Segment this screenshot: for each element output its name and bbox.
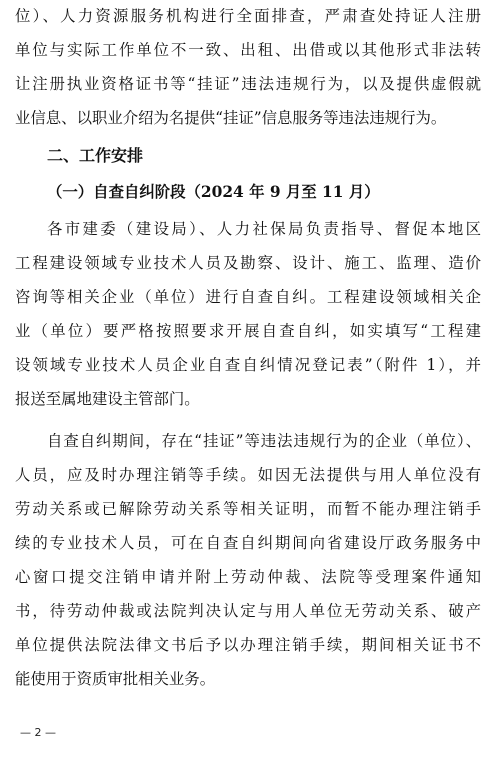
intro-line: 业信息、以职业介绍为名提供“挂证”信息服务等违法违规行为。 — [15, 109, 447, 127]
paragraph-line: 心窗口提交注销申请并附上劳动仲裁、法院等受理案件通知 — [15, 568, 481, 586]
paragraph-line: 书，待劳动仲裁或法院判决认定与用人单位无劳动关系、破产 — [15, 602, 481, 620]
paragraph-line: 报送至属地建设主管部门。 — [15, 390, 200, 408]
intro-line: 让注册执业资格证书等“挂证”违法违规行为，以及提供虚假就 — [15, 75, 481, 93]
paragraph-line: 劳动关系或已解除劳动关系等相关证明，而暂不能办理注销手 — [15, 500, 481, 518]
paragraph-line: 各市建委（建设局）、人力社保局负责指导、督促本地区 — [47, 220, 481, 238]
paragraph-line: 续的专业技术人员，可在自查自纠期间向省建设厅政务服务中 — [15, 534, 481, 552]
paragraph-line: 能使用于资质审批相关业务。 — [15, 670, 216, 688]
section-heading: 二、工作安排 — [47, 146, 144, 165]
paragraph-line: 工程建设领域专业技术人员及勘察、设计、施工、监理、造价 — [15, 254, 481, 272]
intro-line: 位）、人力资源服务机构进行全面排查，严肃查处持证人注册 — [15, 7, 481, 25]
intro-line: 单位与实际工作单位不一致、出租、出借或以其他形式非法转 — [15, 41, 481, 59]
paragraph-line: 自查自纠期间，存在“挂证”等违法违规行为的企业（单位）、 — [47, 432, 481, 450]
paragraph-line: 设领域专业技术人员企业自查自纠情况登记表”（附件 1），并 — [15, 356, 481, 374]
subsection-heading: （一）自查自纠阶段（2024 年 9 月至 11 月） — [47, 183, 380, 201]
page-number: — 2 — — [20, 726, 56, 739]
paragraph-line: 单位提供法院法律文书后予以办理注销手续，期间相关证书不 — [15, 636, 481, 654]
paragraph-line: 人员，应及时办理注销等手续。如因无法提供与用人单位没有 — [15, 466, 481, 484]
paragraph-line: 咨询等相关企业（单位）进行自查自纠。工程建设领域相关企 — [15, 288, 481, 306]
paragraph-line: 业（单位）要严格按照要求开展自查自纠，如实填写“工程建 — [15, 322, 481, 340]
